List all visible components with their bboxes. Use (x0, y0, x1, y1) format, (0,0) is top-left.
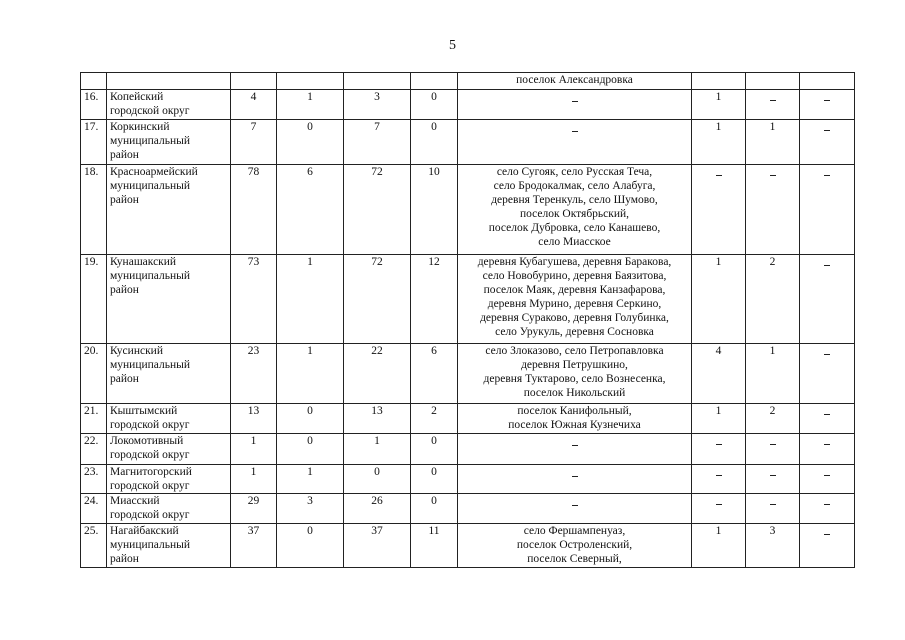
settlements-list (458, 524, 692, 568)
total-count: 13 (231, 404, 277, 434)
extra-col-1 (692, 434, 746, 465)
dash-mark (572, 445, 578, 446)
count-col-1: 1 (277, 465, 344, 494)
count-col-1: 0 (277, 434, 344, 465)
count-col-1: 1 (277, 90, 344, 120)
district-name-line: городской округ (110, 419, 190, 431)
count-col-1 (277, 73, 344, 90)
extra-col-2: 1 (746, 344, 800, 404)
district-name-line: муниципальный (110, 180, 191, 192)
district-name-line: район (110, 194, 139, 206)
row-number: 23. (81, 465, 107, 494)
count-col-2: 26 (344, 494, 411, 524)
district-name-line: район (110, 149, 139, 161)
table-row (81, 465, 855, 494)
extra-col-1 (692, 494, 746, 524)
count-col-2 (344, 73, 411, 90)
dash-mark (770, 504, 776, 505)
extra-col-1: 4 (692, 344, 746, 404)
dash-mark (824, 444, 830, 445)
district-name-line: Локомотивный (110, 435, 184, 447)
dash-mark (716, 504, 722, 505)
settlement-line: село Новобурино, деревня Баязитова, (482, 270, 667, 282)
total-count: 4 (231, 90, 277, 120)
row-number: 21. (81, 404, 107, 434)
settlement-line: село Злоказово, село Петропавловка (485, 345, 664, 357)
settlement-line: поселок Южная Кузнечиха (508, 419, 641, 431)
settlement-line: поселок Дубровка, село Канашево, (488, 222, 661, 234)
settlements-list (458, 73, 692, 90)
extra-col-1 (692, 165, 746, 255)
table-row (81, 255, 855, 344)
district-name-line: Магнитогорский (110, 466, 192, 478)
settlement-line: поселок Канифольный, (517, 405, 632, 417)
extra-col-3 (800, 465, 855, 494)
district-name-line: городской округ (110, 105, 190, 117)
extra-col-3 (800, 255, 855, 344)
extra-col-2 (746, 434, 800, 465)
district-name-line: Нагайбакский (110, 525, 179, 537)
page-number: 5 (449, 38, 456, 53)
row-number: 18. (81, 165, 107, 255)
district-name-line: городской округ (110, 509, 190, 521)
count-col-3: 6 (411, 344, 458, 404)
count-col-2: 3 (344, 90, 411, 120)
dash-mark (770, 100, 776, 101)
count-col-3: 2 (411, 404, 458, 434)
total-count (231, 73, 277, 90)
extra-col-3 (800, 344, 855, 404)
dash-mark (824, 354, 830, 355)
dash-mark (716, 475, 722, 476)
settlements-list (458, 344, 692, 404)
table-row (81, 434, 855, 465)
count-col-1: 1 (277, 255, 344, 344)
settlements-list (458, 90, 692, 120)
district-name-line: городской округ (110, 480, 190, 492)
settlements-list (458, 120, 692, 165)
count-col-2: 0 (344, 465, 411, 494)
dash-mark (824, 175, 830, 176)
district-name (107, 344, 231, 404)
settlement-line: деревня Теренкуль, село Шумово, (491, 194, 658, 206)
district-name (107, 404, 231, 434)
extra-col-2: 1 (746, 120, 800, 165)
settlement-line: деревня Кубагушева, деревня Баракова, (477, 256, 672, 268)
count-col-3: 10 (411, 165, 458, 255)
total-count: 1 (231, 465, 277, 494)
dash-mark (824, 504, 830, 505)
extra-col-1: 1 (692, 120, 746, 165)
settlements-list (458, 165, 692, 255)
extra-col-3 (800, 165, 855, 255)
extra-col-2: 2 (746, 255, 800, 344)
table-row (81, 120, 855, 165)
settlement-line: село Бродокалмак, село Алабуга, (493, 180, 656, 192)
dash-mark (824, 265, 830, 266)
count-col-2: 7 (344, 120, 411, 165)
dash-mark (770, 175, 776, 176)
dash-mark (572, 131, 578, 132)
dash-mark (716, 175, 722, 176)
district-name-line: муниципальный (110, 135, 191, 147)
total-count: 78 (231, 165, 277, 255)
dash-mark (572, 476, 578, 477)
extra-col-2 (746, 494, 800, 524)
district-name-line: район (110, 284, 139, 296)
row-number: 19. (81, 255, 107, 344)
extra-col-1: 1 (692, 90, 746, 120)
extra-col-2 (746, 73, 800, 90)
district-name (107, 165, 231, 255)
count-col-3: 11 (411, 524, 458, 568)
count-col-3: 0 (411, 465, 458, 494)
settlement-line: село Миасское (538, 236, 611, 248)
count-col-1: 1 (277, 344, 344, 404)
settlement-line: поселок Северный, (527, 553, 622, 565)
extra-col-3 (800, 404, 855, 434)
settlement-line: село Фершампенуаз, (523, 525, 626, 537)
count-col-2: 13 (344, 404, 411, 434)
extra-col-3 (800, 90, 855, 120)
row-number: 24. (81, 494, 107, 524)
district-name (107, 255, 231, 344)
dash-mark (770, 444, 776, 445)
dash-mark (770, 475, 776, 476)
count-col-3: 0 (411, 90, 458, 120)
district-name-line: муниципальный (110, 270, 191, 282)
count-col-1: 0 (277, 404, 344, 434)
extra-col-2 (746, 465, 800, 494)
count-col-1: 0 (277, 524, 344, 568)
district-name (107, 494, 231, 524)
settlement-line: деревня Сураково, деревня Голубинка, (480, 312, 669, 324)
count-col-2: 22 (344, 344, 411, 404)
extra-col-3 (800, 73, 855, 90)
dash-mark (824, 130, 830, 131)
district-name-line: район (110, 553, 139, 565)
count-col-2: 1 (344, 434, 411, 465)
district-name (107, 90, 231, 120)
extra-col-1 (692, 73, 746, 90)
settlement-line: поселок Маяк, деревня Канзафарова, (483, 284, 666, 296)
dash-mark (572, 505, 578, 506)
count-col-3: 0 (411, 120, 458, 165)
extra-col-1: 1 (692, 524, 746, 568)
dash-mark (824, 534, 830, 535)
row-number (81, 73, 107, 90)
total-count: 29 (231, 494, 277, 524)
count-col-1: 0 (277, 120, 344, 165)
table-row (81, 73, 855, 90)
total-count: 23 (231, 344, 277, 404)
extra-col-3 (800, 120, 855, 165)
district-name-line: Красноармейский (110, 166, 198, 178)
settlement-line: деревня Мурино, деревня Серкино, (487, 298, 662, 310)
row-number: 22. (81, 434, 107, 465)
extra-col-2: 3 (746, 524, 800, 568)
settlement-line: поселок Остроленский, (516, 539, 633, 551)
settlement-line: поселок Октябрьский, (519, 208, 630, 220)
settlement-line: село Урукуль, деревня Сосновка (495, 326, 654, 338)
extra-col-2: 2 (746, 404, 800, 434)
district-name-line: Кыштымский (110, 405, 178, 417)
extra-col-3 (800, 524, 855, 568)
district-name-line: муниципальный (110, 359, 191, 371)
district-name-line: Миасский (110, 495, 160, 507)
district-name (107, 434, 231, 465)
district-name (107, 524, 231, 568)
total-count: 37 (231, 524, 277, 568)
settlement-line: село Сугояк, село Русская Теча, (496, 166, 653, 178)
row-number: 16. (81, 90, 107, 120)
district-name-line: район (110, 373, 139, 385)
settlement-line: поселок Никольский (523, 387, 626, 399)
table-row (81, 90, 855, 120)
table-row (81, 524, 855, 568)
settlement-line: поселок Александровка (516, 74, 633, 86)
settlements-list (458, 255, 692, 344)
count-col-3: 12 (411, 255, 458, 344)
district-name-line: муниципальный (110, 539, 191, 551)
table-row (81, 404, 855, 434)
district-name (107, 465, 231, 494)
extra-col-2 (746, 165, 800, 255)
table-row (81, 494, 855, 524)
row-number: 20. (81, 344, 107, 404)
district-name-line: Кусинский (110, 345, 163, 357)
count-col-3 (411, 73, 458, 90)
total-count: 73 (231, 255, 277, 344)
settlements-list (458, 465, 692, 494)
count-col-1: 6 (277, 165, 344, 255)
district-name-line: городской округ (110, 449, 190, 461)
total-count: 1 (231, 434, 277, 465)
district-name-line: Коркинский (110, 121, 170, 133)
extra-col-3 (800, 434, 855, 465)
settlements-table (80, 72, 855, 568)
settlements-list (458, 404, 692, 434)
dash-mark (572, 101, 578, 102)
district-name-line: Кунашакский (110, 256, 177, 268)
dash-mark (824, 414, 830, 415)
extra-col-3 (800, 494, 855, 524)
count-col-2: 72 (344, 165, 411, 255)
settlements-list (458, 434, 692, 465)
count-col-3: 0 (411, 494, 458, 524)
extra-col-2 (746, 90, 800, 120)
total-count: 7 (231, 120, 277, 165)
table-row (81, 344, 855, 404)
district-name (107, 120, 231, 165)
settlement-line: деревня Туктарово, село Вознесенка, (483, 373, 666, 385)
extra-col-1: 1 (692, 404, 746, 434)
district-name (107, 73, 231, 90)
dash-mark (824, 475, 830, 476)
settlements-list (458, 494, 692, 524)
dash-mark (716, 444, 722, 445)
extra-col-1 (692, 465, 746, 494)
count-col-2: 72 (344, 255, 411, 344)
count-col-3: 0 (411, 434, 458, 465)
count-col-2: 37 (344, 524, 411, 568)
dash-mark (824, 100, 830, 101)
row-number: 17. (81, 120, 107, 165)
count-col-1: 3 (277, 494, 344, 524)
table-row (81, 165, 855, 255)
table-body (81, 73, 855, 568)
row-number: 25. (81, 524, 107, 568)
district-name-line: Копейский (110, 91, 164, 103)
settlement-line: деревня Петрушкино, (521, 359, 628, 371)
extra-col-1: 1 (692, 255, 746, 344)
